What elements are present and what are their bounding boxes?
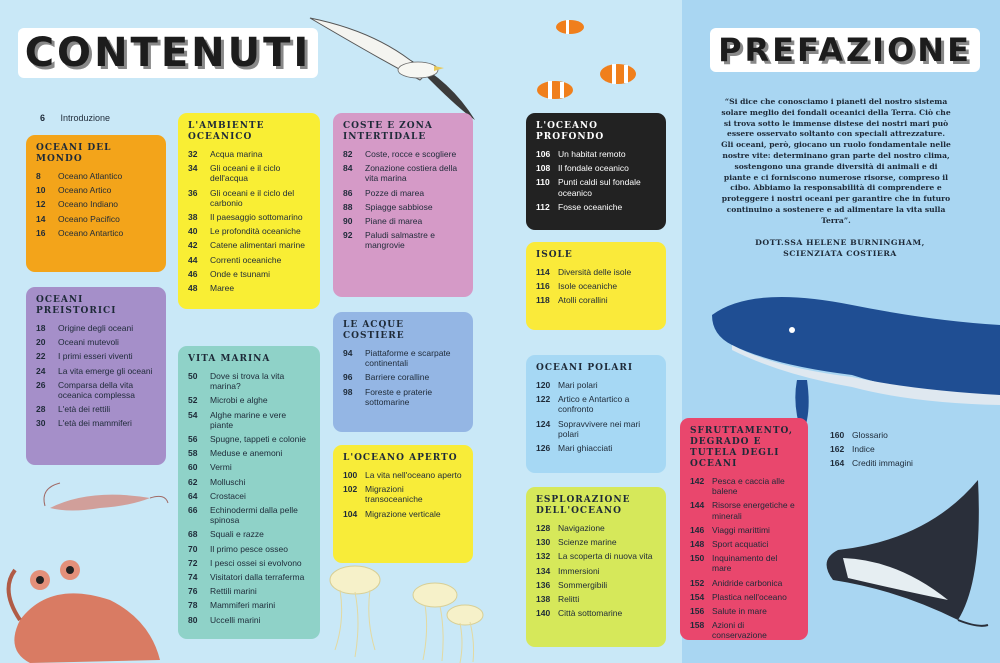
toc-entry-label: Il fondale oceanico (558, 163, 629, 174)
preface-author: DOTT.SSA HELENE BURNINGHAM, (755, 238, 925, 247)
toc-entry[interactable] (536, 443, 656, 453)
intro-entry[interactable] (40, 113, 110, 123)
toc-entry[interactable] (536, 594, 656, 604)
toc-entry[interactable] (188, 283, 310, 293)
toc-page-number: 8 (36, 171, 41, 181)
toc-entry-label: Inquinamento del mare (712, 553, 778, 574)
toc-entry-label: L'età dei rettili (58, 404, 111, 415)
toc-entry-label: Risorse energetiche e minerali (712, 500, 795, 521)
section-vita-marina (178, 346, 320, 639)
toc-entry[interactable] (36, 171, 156, 181)
toc-page-number: 42 (188, 240, 198, 251)
toc-entry[interactable] (536, 580, 656, 590)
section-title: COSTE E ZONA INTERTIDALE (343, 121, 433, 142)
toc-entry-label: Salute in mare (712, 606, 767, 617)
toc-page-number: 100 (343, 470, 358, 480)
toc-entry[interactable] (536, 551, 656, 561)
toc-page-number: 30 (36, 418, 46, 429)
section-title: OCEANI PREISTORICI (36, 295, 117, 316)
toc-entry-label: Crediti immagini (852, 458, 913, 469)
toc-entry-label: Oceano Atlantico (58, 171, 123, 181)
toc-page-number: 124 (536, 418, 551, 429)
toc-entry-label: Anidride carbonica (712, 577, 783, 588)
toc-entry-label: Acqua marina (210, 149, 263, 159)
toc-page-number: 66 (188, 505, 198, 516)
toc-entry-label: Correnti oceaniche (210, 254, 282, 265)
toc-entry-label: Squali e razze (210, 529, 264, 540)
toc-page-number: 80 (188, 614, 198, 625)
toc-entry-label: Fosse oceaniche (558, 201, 623, 212)
section-sfruttamento-degrado-tutela (680, 418, 808, 640)
toc-page-number: 28 (36, 404, 46, 415)
toc-page-number: 76 (188, 586, 198, 597)
section-title: OCEANI POLARI (536, 363, 634, 373)
toc-entry[interactable] (188, 572, 310, 582)
toc-entry[interactable] (343, 348, 463, 368)
toc-entry[interactable] (343, 509, 463, 519)
toc-entry[interactable] (36, 185, 156, 195)
toc-entry[interactable] (36, 323, 156, 333)
toc-entry[interactable] (690, 500, 798, 520)
toc-entry-label: La vita nell'oceano aperto (365, 470, 462, 480)
toc-entry-label: Artico e Antartico a confronto (558, 394, 630, 415)
toc-entry-label: Molluschi (210, 476, 246, 487)
toc-page-number: 78 (188, 600, 198, 611)
toc-entry[interactable] (343, 387, 463, 407)
toc-entry-label: Dove si trova la vita marina? (210, 371, 285, 392)
toc-entry[interactable] (690, 553, 798, 573)
toc-entry[interactable] (188, 462, 310, 472)
toc-entry[interactable] (188, 163, 310, 183)
toc-page-number: 68 (188, 529, 198, 540)
toc-entry-label: Pozze di marea (365, 187, 425, 198)
toc-entry[interactable] (188, 240, 310, 250)
toc-page-number: 26 (36, 379, 46, 390)
toc-entry-label: Foreste e praterie sottomarine (365, 386, 433, 407)
toc-page-number: 52 (188, 395, 198, 406)
toc-entry-label: Onde e tsunami (210, 268, 271, 279)
toc-entry-label: Oceano Indiano (58, 199, 119, 210)
toc-page-number: 116 (536, 281, 550, 292)
toc-entry-label: Coste, rocce e scogliere (365, 149, 457, 159)
toc-page-number: 96 (343, 372, 353, 383)
toc-entry-label: Immersioni (558, 565, 600, 576)
toc-entry-label: Scienze marine (558, 537, 617, 548)
toc-entry-label: Meduse e anemoni (210, 448, 283, 459)
toc-entry[interactable] (188, 544, 310, 554)
toc-entry[interactable] (343, 230, 463, 250)
toc-entry-label: Oceano Pacifico (58, 213, 120, 224)
toc-entry[interactable] (690, 592, 798, 602)
toc-entry-label: I pesci ossei si evolvono (210, 557, 302, 568)
toc-entry[interactable] (536, 267, 656, 277)
toc-entry-label: Diversità delle isole (558, 267, 632, 277)
section-oceano-profondo (526, 113, 666, 230)
toc-entry[interactable] (188, 477, 310, 487)
toc-entry[interactable] (188, 149, 310, 159)
toc-entry-label: Mari polari (558, 380, 598, 390)
toc-entry[interactable] (830, 458, 913, 468)
toc-entry[interactable] (536, 419, 656, 439)
section-esplorazione-oceano (526, 487, 666, 647)
toc-page-number: 94 (343, 348, 353, 358)
shrimp-illustration (40, 478, 170, 528)
toc-entry[interactable] (188, 434, 310, 444)
contents-title: CONTENUTI (18, 28, 318, 78)
toc-entry-label: Città sottomarine (558, 608, 623, 619)
toc-page-number: 112 (536, 201, 550, 212)
toc-page-number: 156 (690, 606, 705, 617)
clownfish-illustration (530, 12, 650, 107)
section-oceani-del-mondo (26, 135, 166, 272)
section-oceano-aperto (333, 445, 473, 563)
toc-page-number: 86 (343, 187, 353, 198)
toc-entry[interactable] (343, 202, 463, 212)
preface-title: PREFAZIONE (710, 28, 980, 72)
section-oceani-polari (526, 355, 666, 473)
toc-entry[interactable] (830, 430, 913, 440)
toc-entry-label: Migrazione verticale (365, 508, 441, 519)
toc-page-number: 64 (188, 490, 198, 501)
toc-entry[interactable] (188, 395, 310, 405)
toc-entry[interactable] (536, 537, 656, 547)
toc-page-number: 90 (343, 216, 353, 227)
toc-entry[interactable] (188, 212, 310, 222)
toc-entry-label: Gli oceani e il ciclo del carbonio (210, 187, 295, 208)
toc-page-number: 14 (36, 213, 46, 224)
toc-page-number: 92 (343, 230, 353, 241)
toc-page-number: 126 (536, 443, 551, 454)
toc-page-number: 54 (188, 409, 198, 420)
toc-entry-label: Glossario (852, 430, 888, 440)
section-title: LE ACQUE COSTIERE (343, 320, 405, 341)
toc-page-number: 114 (536, 267, 550, 277)
section-title: OCEANI DEL MONDO (36, 143, 112, 164)
toc-entry[interactable] (188, 558, 310, 568)
toc-entry[interactable] (536, 295, 656, 305)
toc-entry[interactable] (36, 214, 156, 224)
toc-entry-label: Piattaforme e scarpate continentali (365, 348, 451, 369)
toc-page-number: 128 (536, 523, 551, 533)
toc-entry[interactable] (36, 199, 156, 209)
toc-entry-label: Alghe marine e vere piante (210, 409, 287, 430)
toc-entry-label: Maree (210, 283, 235, 294)
toc-entry[interactable] (188, 410, 310, 430)
toc-entry-label: Spiagge sabbiose (365, 201, 433, 212)
toc-entry-label: Sommergibili (558, 579, 608, 590)
toc-page-number: 130 (536, 537, 551, 548)
toc-page-number: 46 (188, 268, 198, 279)
toc-entry-label: Spugne, tappeti e colonie (210, 434, 306, 445)
toc-entry-label: La vita emerge gli oceani (58, 365, 153, 376)
toc-entry[interactable] (536, 281, 656, 291)
toc-entry[interactable] (536, 380, 656, 390)
toc-page-number: 144 (690, 500, 705, 511)
toc-entry-label: Pesca e caccia alle balene (712, 476, 785, 497)
toc-entry[interactable] (343, 484, 463, 504)
toc-page-number: 98 (343, 386, 353, 397)
toc-entry[interactable] (188, 188, 310, 208)
toc-entry-label: Plastica nell'oceano (712, 591, 787, 602)
intro-page-number: 6 (40, 113, 46, 123)
toc-entry-label: La scoperta di nuova vita (558, 551, 653, 562)
toc-entry[interactable] (690, 620, 798, 640)
toc-entry[interactable] (536, 523, 656, 533)
preface-quote: “Si dice che conosciamo i pianeti del nostro sistema solare meglio dei fondali oceanici della Terra. Ciò che si trova sotto le immense distese dei nostri mari può essere osservato soltanto con speciali attrezzature. Gli oceani, però, giocano un ruolo fondamentale nelle nostre vite: determinano gran parte del nostro clima, sostengono una grande diversità di animali e di piante e ci forniscono numerose risorse, compreso il cibo. Abbiamo la responsabilità di comprendere e proteggere i nostri oceani per garantire che in futuro continuino a sostenere e ad alimentare la vita sulla Terra”. (721, 97, 951, 225)
toc-entry[interactable] (188, 600, 310, 610)
toc-entry[interactable] (690, 525, 798, 535)
toc-page-number: 10 (36, 185, 46, 196)
toc-entry[interactable] (188, 371, 310, 391)
toc-entry[interactable] (188, 255, 310, 265)
toc-page-number: 22 (36, 351, 46, 362)
toc-page-number: 12 (36, 199, 46, 210)
toc-entry-label: Il paesaggio sottomarino (210, 212, 303, 223)
toc-entry-label: Oceano Antartico (58, 227, 124, 238)
toc-entry[interactable] (188, 615, 310, 625)
anomalocaris-illustration (0, 540, 170, 663)
toc-entry[interactable] (343, 372, 463, 382)
toc-entry[interactable] (536, 177, 656, 197)
jellyfish-illustration (320, 560, 500, 663)
manta-ray-illustration (808, 480, 998, 630)
toc-entry-label: Indice (852, 444, 875, 455)
section-title: L'OCEANO APERTO (343, 453, 458, 463)
toc-page-number: 88 (343, 201, 353, 212)
toc-entry-label: Un habitat remoto (558, 149, 626, 159)
toc-entry-label: Uccelli marini (210, 614, 261, 625)
toc-entry-label: Viaggi marittimi (712, 524, 770, 535)
section-oceani-preistorici (26, 287, 166, 465)
toc-entry[interactable] (188, 505, 310, 525)
toc-page-number: 82 (343, 149, 353, 159)
toc-entry-label: Isole oceaniche (558, 281, 618, 292)
toc-page-number: 58 (188, 448, 198, 459)
toc-page-number: 104 (343, 508, 358, 519)
toc-page-number: 56 (188, 434, 198, 445)
toc-entry-label: Barriere coralline (365, 372, 430, 383)
toc-entry-label: I primi esseri viventi (58, 351, 133, 362)
toc-page-number: 108 (536, 163, 551, 174)
toc-entry-label: Crostacei (210, 490, 246, 501)
toc-page-number: 132 (536, 551, 551, 562)
toc-entry[interactable] (36, 380, 156, 400)
section-title: ISOLE (536, 250, 573, 260)
toc-page-number: 16 (36, 227, 46, 238)
toc-entry[interactable] (36, 418, 156, 428)
toc-entry[interactable] (343, 216, 463, 226)
toc-page-number: 142 (690, 476, 705, 486)
toc-entry-label: Mammiferi marini (210, 600, 276, 611)
toc-entry[interactable] (690, 606, 798, 616)
toc-page-number: 72 (188, 557, 198, 568)
section-acque-costiere (333, 312, 473, 432)
toc-entry[interactable] (536, 394, 656, 414)
toc-entry-label: Comparsa della vita oceanica complessa (58, 379, 136, 401)
toc-page-number: 148 (690, 539, 705, 550)
toc-entry[interactable] (690, 578, 798, 588)
toc-page-number: 158 (690, 620, 705, 631)
toc-entry[interactable] (188, 586, 310, 596)
section-isole (526, 242, 666, 330)
toc-entry-label: Mari ghiacciati (558, 443, 613, 454)
preface-author-role: SCIENZIATA COSTIERA (783, 249, 897, 258)
toc-page-number: 110 (536, 177, 550, 188)
intro-label: Introduzione (60, 113, 111, 123)
toc-entry-label: Sport acquatici (712, 539, 769, 550)
toc-entry[interactable] (188, 529, 310, 539)
toc-page-number: 120 (536, 380, 551, 390)
toc-entry-label: Vermi (210, 462, 232, 473)
toc-entry-label: Azioni di conservazione (712, 620, 767, 641)
toc-page-number: 150 (690, 553, 705, 564)
toc-entry[interactable] (343, 470, 463, 480)
section-title: L'OCEANO PROFONDO (536, 121, 605, 142)
toc-page-number: 18 (36, 323, 46, 333)
toc-entry-label: L'età dei mammiferi (58, 418, 132, 429)
toc-page-number: 60 (188, 462, 198, 473)
toc-entry-label: Microbi e alghe (210, 395, 268, 406)
toc-page-number: 24 (36, 365, 46, 376)
toc-entry[interactable] (188, 491, 310, 501)
toc-page-number: 70 (188, 543, 198, 554)
toc-entry-label: Origine degli oceani (58, 323, 134, 333)
section-ambiente-oceanico (178, 113, 320, 309)
toc-page-number: 146 (690, 524, 705, 535)
toc-page-number: 36 (188, 187, 198, 198)
toc-entry[interactable] (690, 476, 798, 496)
toc-entry-label: Paludi salmastre e mangrovie (365, 230, 435, 251)
toc-entry-label: Relitti (558, 594, 580, 605)
toc-entry-label: Navigazione (558, 523, 605, 533)
toc-entry[interactable] (536, 163, 656, 173)
toc-entry[interactable] (343, 188, 463, 198)
toc-entry[interactable] (36, 366, 156, 376)
toc-entry-label: Oceani mutevoli (58, 337, 119, 348)
toc-entry-label: Punti caldi sul fondale oceanico (558, 177, 641, 198)
toc-entry[interactable] (188, 269, 310, 279)
toc-entry-label: Oceano Artico (58, 185, 112, 196)
toc-page-number: 136 (536, 579, 551, 590)
toc-page-number: 160 (830, 430, 845, 440)
toc-entry[interactable] (830, 444, 913, 454)
toc-entry[interactable] (690, 539, 798, 549)
toc-entry-label: Catene alimentari marine (210, 240, 305, 251)
toc-entry[interactable] (36, 337, 156, 347)
toc-page-number: 122 (536, 394, 551, 405)
section-title: L'AMBIENTE OCEANICO (188, 121, 265, 142)
toc-entry-label: Gli oceani e il ciclo dell'acqua (210, 163, 281, 184)
toc-page-number: 32 (188, 149, 198, 159)
toc-entry-label: Le profondità oceaniche (210, 226, 301, 237)
toc-entry-label: Visitatori dalla terraferma (210, 572, 305, 583)
toc-entry-label: Il primo pesce osseo (210, 543, 288, 554)
toc-entry[interactable] (188, 448, 310, 458)
toc-entry-label: Rettili marini (210, 586, 257, 597)
toc-entry[interactable] (536, 202, 656, 212)
toc-entry-label: Migrazioni transoceaniche (365, 484, 423, 505)
toc-entry[interactable] (536, 149, 656, 159)
toc-page-number: 140 (536, 608, 551, 619)
section-title: ESPLORAZIONE DELL'OCEANO (536, 495, 631, 516)
toc-page-number: 164 (830, 458, 845, 469)
toc-entry-label: Sopravvivere nei mari polari (558, 418, 641, 439)
section-coste-zona-intertidale (333, 113, 473, 297)
toc-entry[interactable] (536, 608, 656, 618)
toc-page-number: 20 (36, 337, 46, 348)
toc-page-number: 40 (188, 226, 198, 237)
toc-entry[interactable] (536, 566, 656, 576)
toc-entry[interactable] (36, 404, 156, 414)
toc-page-number: 154 (690, 591, 705, 602)
toc-page-number: 102 (343, 484, 358, 495)
back-matter-list (830, 430, 913, 473)
toc-entry[interactable] (343, 149, 463, 159)
toc-page-number: 118 (536, 295, 550, 306)
toc-page-number: 138 (536, 594, 551, 605)
albatross-illustration (300, 10, 500, 125)
toc-page-number: 50 (188, 371, 198, 381)
toc-page-number: 162 (830, 444, 845, 455)
toc-entry-label: Piane di marea (365, 216, 423, 227)
section-title: VITA MARINA (188, 354, 271, 364)
toc-entry-label: Echinodermi dalla pelle spinosa (210, 505, 298, 526)
toc-page-number: 152 (690, 577, 705, 588)
toc-entry-label: Zonazione costiera della vita marina (365, 163, 458, 184)
toc-entry-label: Atolli corallini (558, 295, 608, 306)
toc-entry[interactable] (36, 228, 156, 238)
toc-page-number: 44 (188, 254, 198, 265)
toc-page-number: 74 (188, 572, 198, 583)
preface-signature (724, 237, 956, 259)
toc-page-number: 84 (343, 163, 353, 174)
toc-page-number: 134 (536, 565, 551, 576)
toc-entry[interactable] (36, 351, 156, 361)
toc-entry[interactable] (188, 226, 310, 236)
toc-entry[interactable] (343, 163, 463, 183)
toc-page-number: 62 (188, 476, 198, 487)
toc-page-number: 38 (188, 212, 198, 223)
toc-page-number: 34 (188, 163, 198, 174)
section-title: SFRUTTAMENTO, DEGRADO E TUTELA DEGLI OCEANI (690, 426, 793, 469)
toc-page-number: 48 (188, 283, 198, 294)
toc-page-number: 106 (536, 149, 551, 159)
